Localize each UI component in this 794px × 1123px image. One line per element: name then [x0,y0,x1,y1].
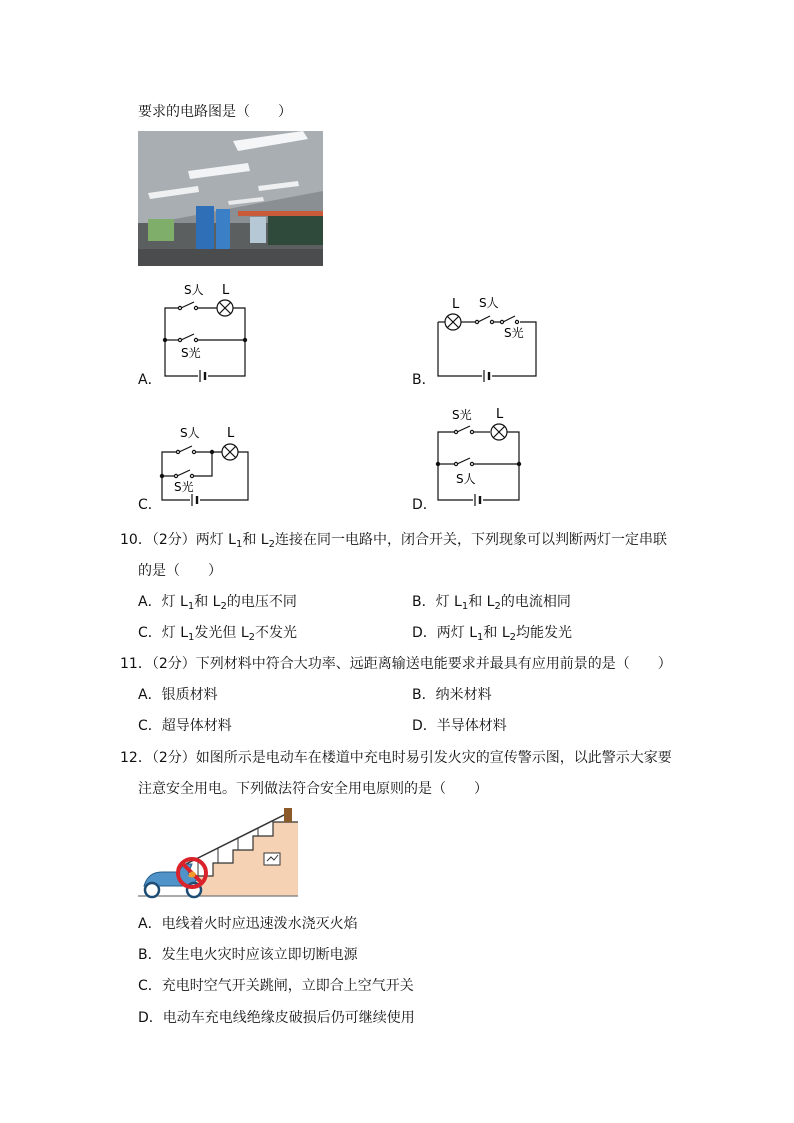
scooter-stairway-warning-illustration [138,808,298,903]
circuit-diagram-d [428,402,538,510]
circuit-a-s-light-label: S光 [181,346,201,360]
q12-option-c: C．充电时空气开关跳闸，立即合上空气开关 [138,978,414,994]
circuit-c-lamp-label: L [227,426,235,441]
circuit-b-s-light-label: S光 [504,326,524,340]
circuit-d-s-light-label: S光 [452,408,472,422]
q11-option-d: D．半导体材料 [412,718,507,734]
circuit-c-s-person-label: S人 [180,426,200,440]
q10-option-c: C．灯 $L_1$发光但 $L_2$不发光 [138,625,298,643]
q12-stem-line1: 12．（2分）如图所示是电动车在楼道中充电时易引发火灾的宣传警示图，以此警示大家要 [120,750,672,766]
circuit-b-lamp-label: L [452,297,460,312]
q9-option-a-letter: A． [138,372,162,388]
q11-option-c: C．超导体材料 [138,718,232,734]
q10-option-b: B．灯 $L_1$和 $L_2$的电流相同 [412,594,571,612]
circuit-d-lamp-label: L [496,407,504,422]
circuit-a-lamp-label: L [222,283,230,298]
q11-option-a: A．银质材料 [138,687,218,703]
q9-option-b-letter: B． [412,372,436,388]
q12-option-a: A．电线着火时应迅速泼水浇灭火焰 [138,916,358,932]
q9-stem-tail: 要求的电路图是（ ） [138,104,292,120]
circuit-diagram-b [428,290,548,385]
circuit-c-s-light-label: S光 [174,480,194,494]
q12-option-d: D．电动车充电线绝缘皮破损后仍可继续使用 [138,1010,415,1026]
q12-option-b: B．发生电火灾时应该立即切断电源 [138,947,358,963]
q11-stem: 11．（2分）下列材料中符合大功率、远距离输送电能要求并最具有应用前景的是（ ） [120,656,672,672]
q9-option-c-letter: C． [138,497,162,513]
q12-stem-line2: 注意安全用电。下列做法符合安全用电原则的是（ ） [138,781,488,797]
circuit-a-s-person-label: S人 [184,283,204,297]
classroom-photo [138,131,323,266]
circuit-diagram-a [150,278,260,383]
q9-option-d-letter: D． [412,497,437,513]
q10-stem-line2: 的是（ ） [138,563,222,579]
circuit-d-s-person-label: S人 [456,472,476,486]
q10-option-d: D．两灯 $L_1$和 $L_2$均能发光 [412,625,573,643]
circuit-b-s-person-label: S人 [479,296,499,310]
q10-stem-line1: 10．（2分）两灯 $L_1$和 $L_2$连接在同一电路中，闭合开关，下列现象可以判断两灯一定串联 [120,532,667,550]
q10-option-a: A．灯 $L_1$和 $L_2$的电压不同 [138,594,297,612]
q11-option-b: B．纳米材料 [412,687,492,703]
circuit-diagram-c [152,420,262,510]
